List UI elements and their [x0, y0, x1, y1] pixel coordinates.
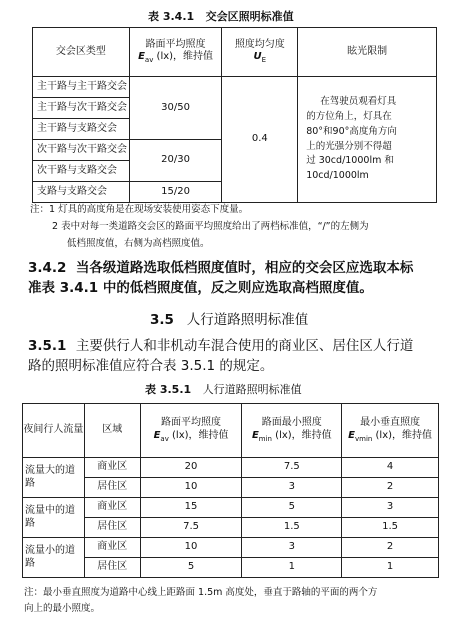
area-cell: 商业区 [84, 458, 140, 478]
avg-cell: 20 [140, 458, 242, 478]
row-type: 支路与支路交会 [33, 182, 130, 203]
vert-cell: 1 [342, 558, 439, 578]
avg-cell: 10 [140, 478, 242, 498]
min-cell: 1.5 [242, 518, 342, 538]
area-cell: 商业区 [84, 498, 140, 518]
row-type: 次干路与次干路交会 [33, 140, 130, 161]
min-cell: 3 [242, 538, 342, 558]
table-row [23, 458, 439, 478]
vert-cell: 3 [342, 498, 439, 518]
table-note: 注：最小垂直照度为道路中心线上距路面 1.5m 高度处，垂直于路轴的平面的两个方 [24, 587, 378, 598]
header-minimum-illuminance: 路面最小照度 $E_{min}$ (lx)，维持值 [242, 404, 342, 458]
avg-cell: 10 [140, 538, 242, 558]
caption-title: 人行道路照明标准值 [202, 383, 302, 396]
table-note-cont: 向上的最小照度。 [24, 603, 101, 614]
intersection-lighting-table [32, 27, 437, 203]
lum-value: 20/30 [129, 140, 222, 182]
avg-cell: 7.5 [140, 518, 242, 538]
caption-number: 表 3.4.1 [148, 10, 195, 23]
header-average-luminance: 路面平均照度 $E_{av}$ (lx)，维持值 [129, 28, 222, 77]
area-cell: 居住区 [84, 518, 140, 538]
table-row [23, 498, 439, 518]
table-row [33, 77, 437, 98]
area-cell: 商业区 [84, 538, 140, 558]
flow-cell: 流量小的道路 [23, 538, 85, 578]
section-number: 3.5 [150, 312, 174, 328]
area-cell: 居住区 [84, 558, 140, 578]
vert-cell: 2 [342, 478, 439, 498]
header-average-illuminance: 路面平均照度 $E_{av}$ (lx)，维持值 [140, 404, 242, 458]
lum-value: 15/20 [129, 182, 222, 203]
lum-value: 30/50 [129, 77, 222, 140]
vert-cell: 4 [342, 458, 439, 478]
header-area: 区域 [84, 404, 140, 458]
header-glare: 眩光限制 [298, 28, 437, 77]
clause-3-5-1-line1: 3.5.1 主要供行人和非机动车混合使用的商业区、居住区人行道 [28, 338, 414, 354]
area-cell: 居住区 [84, 478, 140, 498]
table-3-4-1-caption [148, 8, 294, 24]
row-type: 主干路与主干路交会 [33, 77, 130, 98]
header-uniformity: 照度均匀度 $U_E$ [222, 28, 298, 77]
flow-cell: 流量大的道路 [23, 458, 85, 498]
section-title: 人行道路照明标准值 [186, 312, 309, 328]
vert-cell: 1.5 [342, 518, 439, 538]
table-row [23, 538, 439, 558]
table-note-2: 2 表中对每一类道路交会区的路面平均照度给出了两档标准值，“/”的左侧为 [52, 221, 369, 232]
flow-cell: 流量中的道路 [23, 498, 85, 538]
row-type: 次干路与支路交会 [33, 161, 130, 182]
clause-3-5-1-line2: 路的照明标准值应符合表 3.5.1 的规定。 [28, 358, 274, 374]
pedestrian-lighting-table [22, 403, 439, 578]
table-note-2-cont: 低档照度值，右侧为高档照度值。 [67, 238, 210, 249]
vert-cell: 2 [342, 538, 439, 558]
clause-3-4-2-line2: 准表 3.4.1 中的低档照度值，反之则应选取高档照度值。 [28, 280, 373, 296]
table-note-1: 注：1 灯具的高度角是在现场安装使用姿态下度量。 [30, 204, 249, 215]
table-row [23, 478, 439, 498]
table-row [23, 518, 439, 538]
clause-number: 3.5.1 [28, 338, 67, 354]
glare-limit-text: 在驾驶员观看灯具 的方位角上，灯具在 80°和90°高度角方向 上的光强分别不得超 过 30cd/1000lm 和 10cd/1000lm [298, 77, 437, 203]
table-header-row [33, 28, 437, 77]
avg-cell: 5 [140, 558, 242, 578]
table-3-5-1-caption [145, 381, 302, 397]
uniformity-value: 0.4 [222, 77, 298, 203]
header-type: 交会区类型 [33, 28, 130, 77]
clause-number: 3.4.2 [28, 260, 67, 276]
header-flow: 夜间行人流量 [23, 404, 85, 458]
caption-title: 交会区照明标准值 [205, 10, 294, 23]
header-vertical-illuminance: 最小垂直照度 $E_{vmin}$ (lx)，维持值 [342, 404, 439, 458]
clause-3-4-2-line1: 3.4.2 当各级道路选取低档照度值时，相应的交会区应选取本标 [28, 260, 414, 276]
avg-cell: 15 [140, 498, 242, 518]
row-type: 主干路与次干路交会 [33, 98, 130, 119]
section-heading [150, 308, 308, 328]
row-type: 主干路与支路交会 [33, 119, 130, 140]
table-header-row [23, 404, 439, 458]
caption-number: 表 3.5.1 [145, 383, 192, 396]
min-cell: 7.5 [242, 458, 342, 478]
min-cell: 1 [242, 558, 342, 578]
table-row [23, 558, 439, 578]
min-cell: 3 [242, 478, 342, 498]
min-cell: 5 [242, 498, 342, 518]
